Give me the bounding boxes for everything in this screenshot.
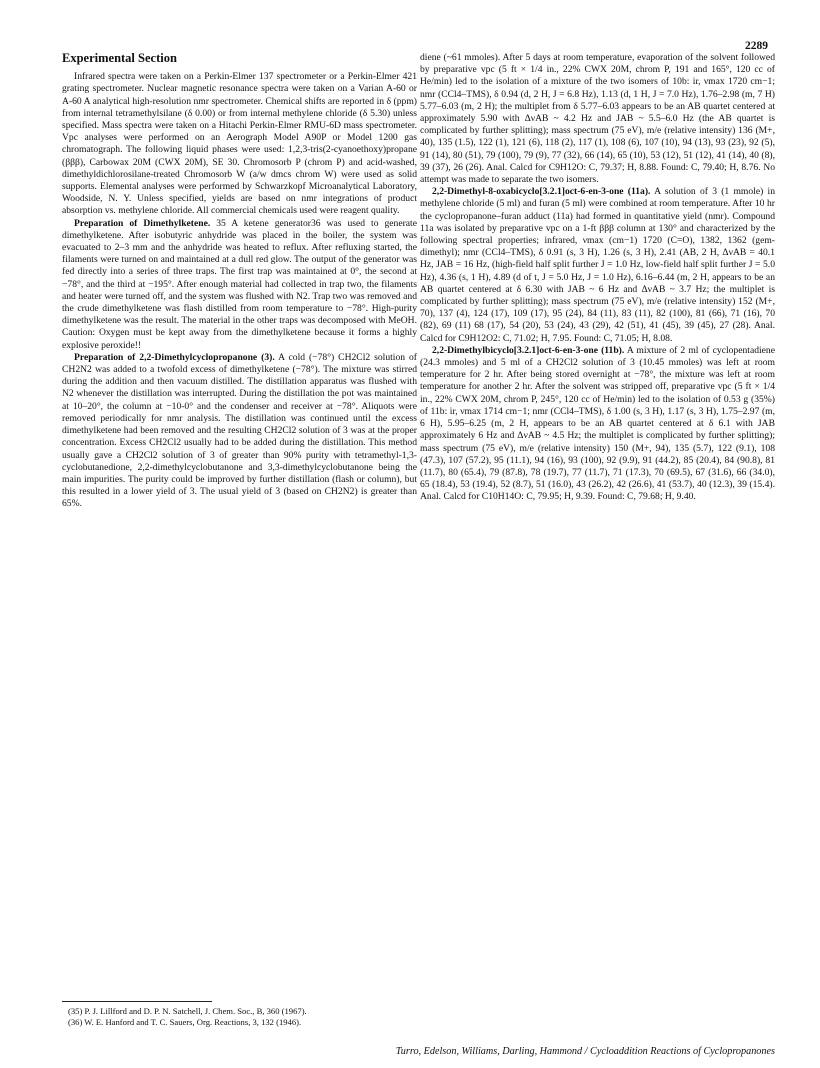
reference-36: (36) W. E. Hanford and T. C. Sauers, Org. Reactions, 3, 132 (1946). <box>68 1017 302 1027</box>
paragraph-body: A solution of 3 (1 mmole) in methylene chloride (5 ml) and furan (5 ml) were combined at room temperature. After 10 hr the cyclopropanone–furan adduct (11a) had formed in quantitative yield (nmr). Compound 11a was isolated by preparative vpc on a 1-ft βββ column at 130° and characterized by the following spectral properties; infrared, νmax (cm−1) 1720 (C=O), 1382, 1362 (gem-dimethyl); nmr (CCl4–TMS), δ 0.91 (s, 3 H), 1.26 (s, 3 H), 2.41 (AB, 2 H, ΔνAB = 40.1 Hz, JAB = 16 Hz, (high-field half split further J = 1.0 Hz, low-field half split further J = 5.0 Hz), 4.36 (s, 1 H), 4.89 (d of t, J = 5.0 Hz, J = 1.0 Hz), 6.16–6.44 (m, 2 H, appears to be an AB quartet centered at δ 6.30 with JAB ~ 6 Hz and ΔνAB ~ 3.7 Hz; the multiplet is complicated by further splitting); mass spectrum (75 eV), m/e (relative intensity) 152 (M+, 70), 137 (4), 124 (17), 109 (17), 95 (24), 84 (11), 83 (11), 82 (100), 81 (66), 71 (16), 70 (82), 69 (11) 68 (17), 54 (20), 53 (24), 43 (29), 42 (51), 41 (45), 39 (45), 27 (28). Anal. Calcd for C9H12O2: C, 71.02; H, 7.95. Found: C, 71.05; H, 8.08. <box>420 186 775 344</box>
paragraph-heading: 2,2-Dimethylbicyclo[3.2.1]oct-6-en-3-one (11b). <box>432 344 625 356</box>
reference-35: (35) P. J. Lillford and D. P. N. Satchell, J. Chem. Soc., B, 360 (1967). <box>68 1006 307 1016</box>
references <box>62 1006 417 1028</box>
intro-paragraph: Infrared spectra were taken on a Perkin-Elmer 137 spectrometer or a Perkin-Elmer 421 grating spectrometer. Nuclear magnetic resonance spectra were taken on a Varian A-60 or A-60 A analytical high-resolution nmr spectrometer. Chemical shifts are reported in δ (ppm) from internal tetramethylsilane (δ 0.00) or from internal methylene chloride (δ 5.30) unless specified. Mass spectra were taken on a Hitachi Perkin-Elmer RMU-6D mass spectrometer. Vpc analyses were performed on an Aerograph Model A90P or Model 1200 gas chromatograph. The following liquid phases were used: 1,2,3-tris(2-cyanoethoxy)propane (βββ), Carbowax 20M (CWX 20M), SE 30. Chromosorb P (chrom P) and acid-washed, dimethyldichlorosilane-treated Chromosorb W (a/w dmcs chrom W) were used as solid supports. Elemental analyses were performed by Schwarzkopf Microanalytical Laboratory, Woodside, N. Y. Unless specified, yields are based on nmr integrations of product absorption vs. methylene chloride. All commercial chemicals used were reagent quality. <box>62 71 417 217</box>
paragraph-body: A cold (−78°) CH2Cl2 solution of CH2N2 was added to a twofold excess of dimethylketene (−78°). The mixture was stirred during the addition and then vacuum distilled. The distillation apparatus was flushed with N2 whenever the distillation was interrupted. During the distillation the pot was maintained at 10–20°, the column at −10-0° and the condenser and receiver at −78°. Aliquots were removed periodically for nmr analysis. The distillation was continued until the excess dimethylketene had been removed and the resulting CH2Cl2 solution of 3 was at the proper concentration. Excess CH2Cl2 usually had to be added during the distillation. This method usually gave a CH2Cl2 solution of 3 of greater than 90% purity with tetramethyl-1,3-cyclobutanedione, 2,2-dimethylcyclobutanone and 3,3-dimethylcyclobutanone being the main impurities. The purity could be improved by further distillation (flash or column), but this resulted in a lower yield of 3. The usual yield of 3 (based on CH2N2) is greater than 65%. <box>62 351 417 510</box>
compound-11a-paragraph <box>420 186 775 345</box>
paragraph-heading: 2,2-Dimethyl-8-oxabicyclo[3.2.1]oct-6-en-3-one (11a). <box>432 186 651 198</box>
section-title: Experimental Section <box>62 51 177 65</box>
left-column <box>62 52 417 511</box>
cyclopropanone-paragraph <box>62 352 417 511</box>
dimethylketene-paragraph <box>62 218 417 352</box>
paragraph-body: A mixture of 2 ml of cyclopentadiene (24.3 mmoles) and 5 ml of a CH2Cl2 solution of 3 (10.45 mmoles) was left at room temperature for 2 hr. After being stored overnight at −78°, the mixture was left at room temperature for another 2 hr. After the solvent was stripped off, preparative vpc (5 ft × 1/4 in., 22% CWX 20M, chrom P, 245°, 120 cc of He/min) led to the isolation of 0.53 g (35%) of 11b: ir, νmax 1714 cm−1; nmr (CCl4–TMS), δ 1.00 (s, 3 H), 1.17 (s, 3 H), 1.75–2.97 (m, 6 H), 5.95–6.25 (m, 2 H, appears to be an AB quartet centered at δ 6.1 with JAB approximately 6 Hz and ΔνAB ~ 4.5 Hz; the multiplet is complicated by further splitting); mass spectrum (75 eV), m/e (relative intensity) 150 (M+, 94), 135 (5.7), 122 (9.1), 108 (47.3), 107 (57.2), 95 (11.1), 94 (16), 93 (100), 92 (9.9), 91 (44.2), 85 (20.4), 84 (90.8), 81 (11.7), 80 (65.4), 79 (87.8), 78 (19.7), 77 (11.7), 71 (17.3), 70 (69.5), 67 (31.6), 66 (34.0), 65 (18.4), 53 (19.4), 52 (8.7), 51 (16.0), 43 (26.2), 42 (26.6), 41 (53.7), 40 (12.3), 39 (15.4). Anal. Calcd for C10H14O: C, 79.95; H, 9.39. Found: C, 79.68; H, 9.40. <box>420 344 775 503</box>
paragraph-body: 35 A ketene generator36 was used to generate dimethylketene. After isobutyric anhydride was placed in the boiler, the system was evacuated to 2–3 mm and the anhydride was heated to reflux. After refluxing started, the filaments were turned on and maintained at a dull red glow. The output of the generator was fed directly into a series of three traps. The first trap was maintained at 0°, the second at −78°, and the third at −195°. After enough material had collected in trap two, the filaments and heater were turned off, and the system was flushed with N2. Trap two was removed and the crude dimethylketene was flash distilled from room temperature to −78°. High-purity dimethylketene was the result. The material in the other traps was decomposed with MeOH. Caution: Oxygen must be kept away from the dimethylketene because it forms a highly explosive peroxide!! <box>62 217 417 351</box>
continued-paragraph: diene (~61 mmoles). After 5 days at room temperature, evaporation of the solvent followed by preparative vpc (5 ft × 1/4 in., 22% CWX 20M, chrom P, 191 and 165°, 120 cc of He/min) led to the isolation of a mixture of the two isomers of 10b: ir, νmax 1720 cm−1; nmr (CCl4–TMS), δ 0.94 (d, 2 H, J = 6.8 Hz), 1.13 (d, 1 H, J = 7.0 Hz), 1.76–2.98 (m, 7 H) 5.77–6.03 (m, 2 H); the multiplet from δ 5.77–6.03 appears to be an AB quartet centered at approximately 5.90 with ΔνAB ~ 4.2 Hz and JAB ~ 5.5–6.0 Hz (the AB quartet is complicated by further splitting); mass spectrum (75 eV), m/e (relative intensity) 136 (M+, 40), 135 (1.5), 122 (1), 121 (6), 118 (2), 117 (1), 108 (6), 107 (10), 94 (13), 93 (23), 92 (5), 91 (14), 80 (51), 79 (100), 79 (9), 77 (32), 66 (14), 65 (10), 53 (12), 51 (12), 41 (14), 40 (8), 39 (37), 26 (26). Anal. Calcd for C9H12O: C, 79.37; H, 8.88. Found: C, 79.40; H, 8.76. No attempt was made to separate the two isomers. <box>420 52 775 186</box>
right-column <box>420 52 775 504</box>
paragraph-heading: Preparation of Dimethylketene. <box>74 217 211 229</box>
page-number: 2289 <box>745 40 768 52</box>
compound-11b-paragraph <box>420 345 775 504</box>
paragraph-heading: Preparation of 2,2-Dimethylcyclopropanone (3). <box>74 351 275 363</box>
running-footer: Turro, Edelson, Williams, Darling, Hammond / Cycloaddition Reactions of Cyclopropanones <box>395 1046 775 1057</box>
footnote-rule <box>62 1001 212 1002</box>
